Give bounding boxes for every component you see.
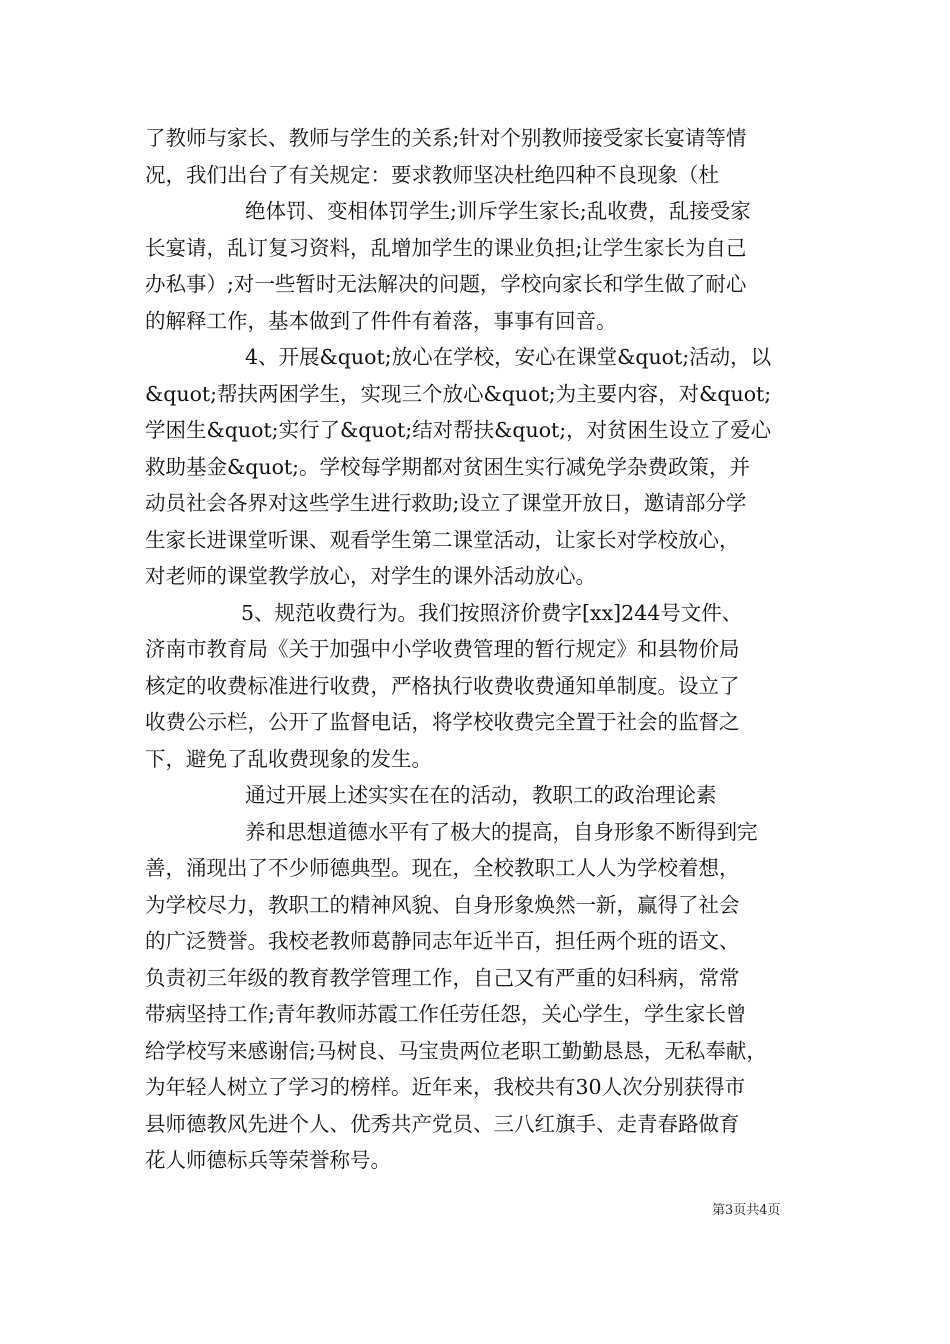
text-line: 县师德教风先进个人、优秀共产党员、三八红旗手、走青春路做育: [145, 1111, 740, 1136]
text-line: 况，我们出台了有关规定：要求教师坚决杜绝四种不良现象（杜: [145, 162, 719, 187]
page-number-footer: 第3页共4页: [712, 1203, 781, 1218]
text-line: 对老师的课堂教学放心，对学生的课外活动放心。: [145, 564, 596, 588]
text-line: 为年轻人树立了学习的榜样。近年来，我校共有30人次分别获得市: [145, 1075, 746, 1099]
text-line: 养和思想道德水平有了极大的提高，自身形象不断得到完: [245, 819, 758, 844]
text-line: 了教师与家长、教师与学生的关系;针对个别教师接受家长宴请等情: [145, 126, 747, 150]
paragraph-start-line: 通过开展上述实实在在的活动，教职工的政治理论素: [245, 783, 717, 807]
text-line: 动员社会各界对这些学生进行救助;设立了课堂开放日，邀请部分学: [145, 491, 747, 515]
text-line: 学困生&quot;实行了&quot;结对帮扶&quot;，对贫困生设立了爱心: [145, 418, 772, 442]
text-line: 的解释工作，基本做到了件件有着落，事事有回音。: [145, 308, 617, 333]
text-line: 救助基金&quot;。学校每学期都对贫困生实行减免学杂费政策，并: [145, 454, 751, 479]
body-text: [145, 120, 825, 1179]
text-line: 下，避免了乱收费现象的发生。: [145, 746, 432, 771]
text-line: 带病坚持工作;青年教师苏霞工作任劳任怨，关心学生，学生家长曾: [145, 1002, 747, 1026]
text-line: 负责初三年级的教育教学管理工作，自己又有严重的妇科病，常常: [145, 965, 740, 990]
text-line: 济南市教育局《关于加强中小学收费管理的暂行规定》和县物价局: [145, 637, 740, 661]
paragraph-start-line: 5、规范收费行为。我们按照济价费字[xx]244号文件、: [241, 600, 743, 625]
text-line: 花人师德标兵等荣誉称号。: [145, 1148, 391, 1172]
text-line: 给学校写来感谢信;马树良、马宝贵两位老职工勤勤恳恳，无私奉献，: [145, 1038, 767, 1063]
paragraph-start-line: 4、开展&quot;放心在学校，安心在课堂&quot;活动，以: [245, 345, 772, 369]
text-line: &quot;帮扶两困学生，实现三个放心&quot;为主要内容，对&quot;: [145, 381, 772, 406]
text-line: 核定的收费标准进行收费，严格执行收费收费通知单制度。设立了: [145, 673, 740, 698]
text-line: 的广泛赞誉。我校老教师葛静同志年近半百，担任两个班的语文、: [145, 929, 740, 953]
text-line: 善，涌现出了不少师德典型。现在，全校教职工人人为学校着想，: [145, 856, 740, 880]
text-line: 收费公示栏，公开了监督电话，将学校收费完全置于社会的监督之: [145, 710, 740, 734]
text-line: 办私事）;对一些暂时无法解决的问题，学校向家长和学生做了耐心: [145, 272, 747, 296]
text-line: 生家长进课堂听课、观看学生第二课堂活动，让家长对学校放心，: [145, 527, 740, 552]
text-line: 绝体罚、变相体罚学生;训斥学生家长;乱收费，乱接受家: [245, 199, 751, 223]
text-line: 为学校尽力，教职工的精神风貌、自身形象焕然一新，赢得了社会: [145, 892, 740, 917]
text-line: 长宴请，乱订复习资料，乱增加学生的课业负担;让学生家长为自己: [145, 235, 747, 260]
